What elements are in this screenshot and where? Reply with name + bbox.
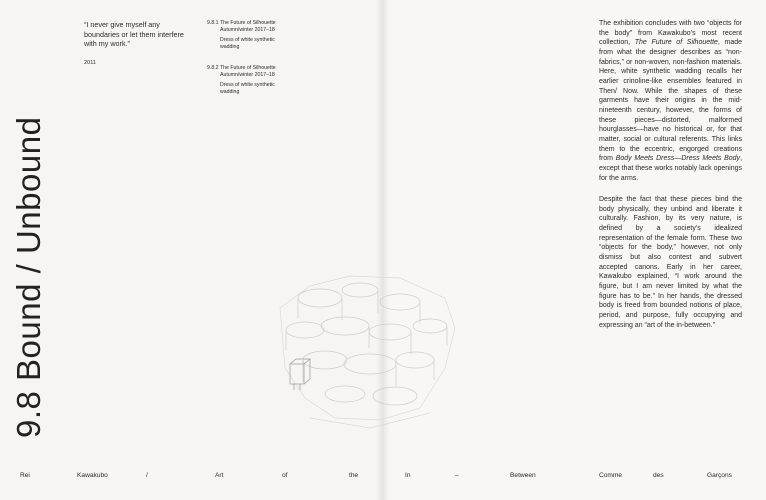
caption-number: 9.8.1 <box>207 20 219 26</box>
pull-quote <box>84 20 196 68</box>
caption-number: 9.8.2 <box>207 65 219 71</box>
caption-line: wadding <box>220 44 240 50</box>
caption-line: Autumn/winter 2017–18 <box>220 27 275 33</box>
footer-word: Kawakubo <box>77 472 108 479</box>
footer-word: Rei <box>20 472 30 479</box>
footer-word: – <box>455 472 459 479</box>
footer-word: Between <box>510 472 536 479</box>
text-run: The exhibition concludes with two “objects for the body” from Kawakubo’s most recent collection, <box>599 20 742 47</box>
caption-text <box>220 20 276 51</box>
quote-text: “I never give myself any boundaries or let them interfere with my work.” <box>84 20 184 49</box>
caption-line: wadding <box>220 89 240 95</box>
footer-word: Garçons <box>707 472 732 479</box>
section-title: 9.8 Bound / Unbound <box>10 116 47 438</box>
text-run: , made from what the designer describes as “non-fabrics,” or non-woven, non-fashion materials. Here, white synthetic wadding recalls her earlier crinoline-like ensembles featured in Then/ Now. While the shapes of these garments have their origins in the mid-nineteenth century, however, the forms of these pieces—distorted, malformed hourglasses—have no historical or, for that matter, social or cultural referents. This links them to the eccentric, engorged creations from <box>599 39 743 163</box>
body-text <box>599 19 742 342</box>
text-run: , except that these works notably lack openings for the arms. <box>599 155 743 182</box>
footer-word: Art <box>215 472 224 479</box>
caption-line: Dress of white synthetic <box>220 82 275 88</box>
body-paragraph: Despite the fact that these pieces bind the body physically, they unbind and liberate it culturally. Fashion, by its very nature, is defined by a society’s idealized representation of the female form. These two “objects for the body,” however, not only dismiss but also contest and subvert accepted canons. Early in her career, Kawakubo explained, “I work around the figure, but I am never limited by what the figure has to be.” In her hands, the dressed body is freed from bounded notions of place, period, and purpose, fully occupying and expressing an “art of the in-between.” <box>599 196 742 329</box>
italic-title: Body Meets Dress—Dress Meets Body <box>615 155 741 163</box>
caption-line: Dress of white synthetic <box>220 37 275 43</box>
footer-word: the <box>349 472 359 479</box>
caption-list <box>207 20 297 110</box>
caption-line: The Future of Silhouette <box>220 20 276 26</box>
italic-title: The Future of Silhouette <box>634 39 718 47</box>
footer-word: des <box>653 472 664 479</box>
body-paragraph <box>599 19 742 183</box>
footer-word: Comme <box>599 472 623 479</box>
caption-line: Autumn/winter 2017–18 <box>220 72 275 78</box>
caption-text <box>220 65 276 96</box>
gallery-sketch-illustration <box>250 268 470 433</box>
footer-word: of <box>282 472 288 479</box>
caption-line: The Future of Silhouette <box>220 65 276 71</box>
caption-item <box>207 20 297 51</box>
footer-word: / <box>146 472 148 479</box>
footer-word: In <box>405 472 411 479</box>
quote-year: 2011 <box>84 59 97 66</box>
caption-item <box>207 65 297 96</box>
